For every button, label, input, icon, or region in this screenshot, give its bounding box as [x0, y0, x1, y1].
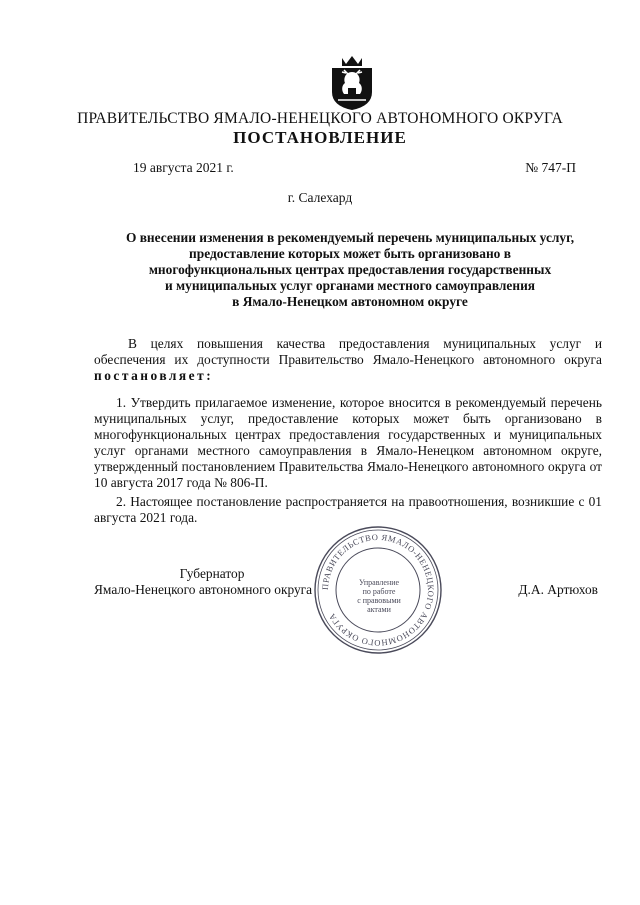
document-subject — [110, 230, 590, 310]
subject-line: и муниципальных услуг органами местного самоуправления — [164, 278, 536, 293]
stamp-line: Управление — [358, 578, 400, 587]
clause-2-paragraph: 2. Настоящее постановление распространяется на правоотношения, возникшие с 01 августа 2021 года. — [94, 494, 602, 525]
signatory-region: Ямало-Ненецкого автономного округа — [94, 582, 313, 597]
stamp-ring-text: ПРАВИТЕЛЬСТВО ЯМАЛО-НЕНЕЦКОГО АВТОНОМНОГО ОКРУГА — [319, 531, 437, 649]
preamble-text: В целях повышения качества предоставления муниципальных услуг и обеспечения их доступности Правительство Ямало-Ненецкого автономного округа — [94, 336, 602, 367]
preamble-paragraph — [94, 336, 602, 384]
clause-1-paragraph: 1. Утвердить прилагаемое изменение, которое вносится в рекомендуемый перечень муниципальных услуг, предоставление которых может быть организовано в многофункциональных центрах предоставления государственных и муниципальных услуг органами местного самоуправления в Ямало-Ненецком автономном округе, утвержденный постановлением Правительства Ямало-Ненецкого автономного округа от 10 августа 2017 года № 806-П. — [94, 395, 602, 490]
government-name: ПРАВИТЕЛЬСТВО ЯМАЛО-НЕНЕЦКОГО АВТОНОМНОГО ОКРУГА — [77, 110, 563, 127]
stamp-line: с правовыми — [357, 596, 401, 605]
subject-line: предоставление которых может быть организовано в — [189, 246, 511, 261]
document-date: 19 августа 2021 г. — [133, 160, 234, 175]
stamp-line: по работе — [362, 587, 396, 596]
decree-keyword: постановляет: — [94, 368, 214, 383]
document-city: г. Салехард — [287, 190, 353, 205]
signatory-name: Д.А. Артюхов — [518, 582, 598, 597]
subject-line: многофункциональных центрах предоставления государственных — [148, 262, 552, 277]
signatory-title: Губернатор — [179, 566, 245, 581]
document-type-title: ПОСТАНОВЛЕНИЕ — [233, 128, 407, 147]
stamp-line: актами — [367, 605, 391, 614]
document-number: № 747-П — [525, 160, 576, 175]
subject-line: О внесении изменения в рекомендуемый перечень муниципальных услуг, — [125, 230, 575, 245]
signatory-position — [94, 566, 330, 598]
stamp-center-text — [336, 578, 422, 614]
subject-line: в Ямало-Ненецком автономном округе — [232, 294, 468, 309]
coat-of-arms-emblem — [328, 52, 376, 112]
